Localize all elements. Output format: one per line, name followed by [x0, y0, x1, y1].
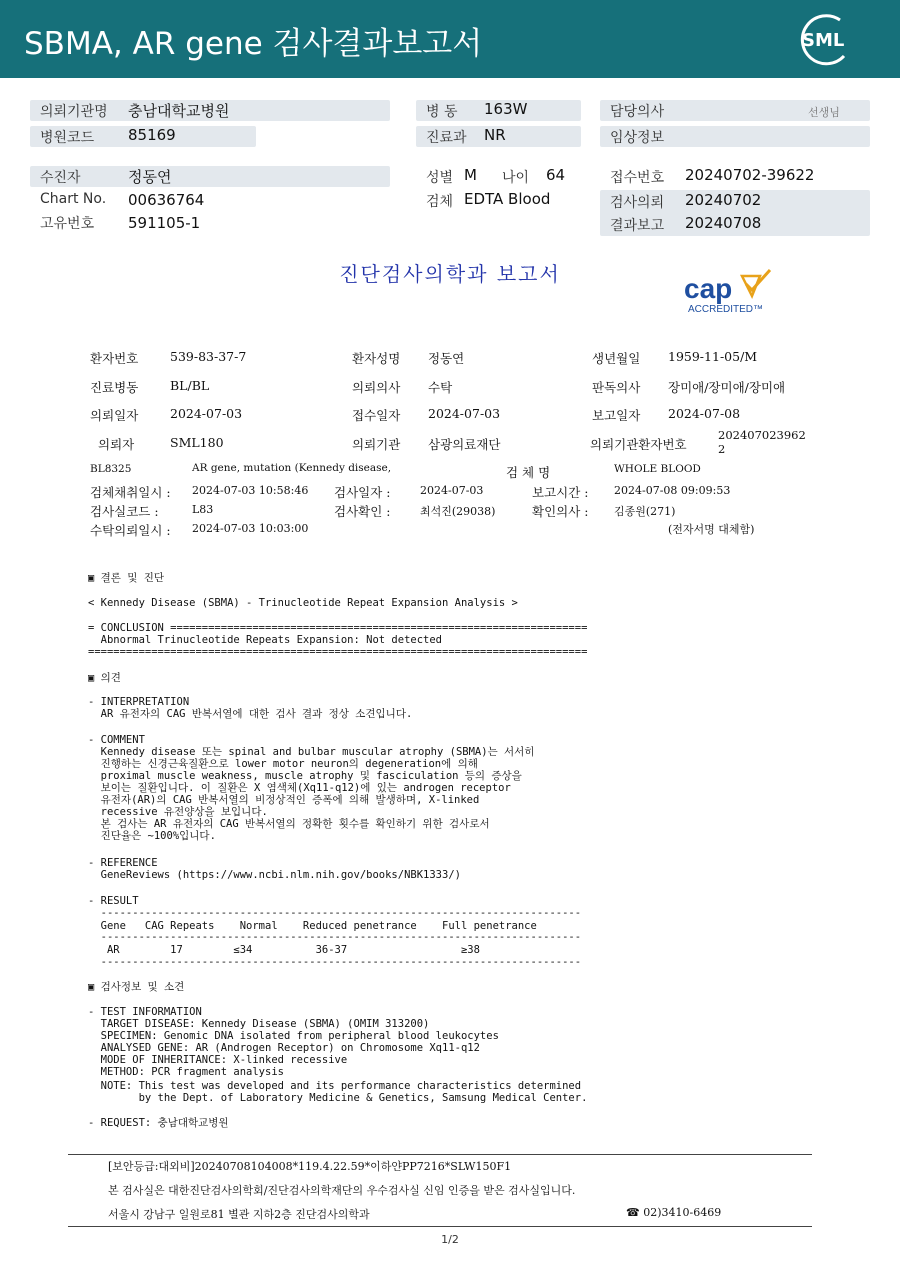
- testinfo-heading: - TEST INFORMATION: [88, 1006, 202, 1018]
- report-header-bar: [0, 0, 900, 78]
- result-table-header: Gene CAG Repeats Normal Reduced penetrance Full penetrance: [88, 920, 537, 932]
- r3-l3: 보고일자: [592, 408, 641, 423]
- result-heading: - RESULT: [88, 895, 139, 907]
- comment-line-4: 보이는 질환입니다. 이 질환은 X 염색체(Xq11-q12)에 있는 androgen receptor: [88, 782, 511, 794]
- collect-value: 2024-07-03 10:58:46: [192, 484, 309, 497]
- r2-l3: 판독의사: [592, 380, 641, 395]
- svg-text:SML: SML: [802, 30, 845, 51]
- r1-l1: 환자번호: [90, 351, 139, 366]
- footer-rule-top: [68, 1154, 812, 1155]
- r1-l2: 환자성명: [352, 351, 401, 366]
- req-inst-label: 의뢰기관명: [40, 104, 108, 120]
- age-label: 나이: [502, 170, 530, 186]
- r3-v3: 2024-07-08: [668, 406, 741, 421]
- reference-heading: - REFERENCE: [88, 857, 158, 869]
- interpretation-text: AR 유전자의 CAG 반복서열에 대한 검사 결과 정상 소견입니다.: [88, 708, 413, 720]
- section-conclusion-heading: ▣ 결론 및 진단: [88, 572, 165, 584]
- unique-value: 591105-1: [128, 214, 201, 232]
- r2-v1: BL/BL: [170, 378, 210, 393]
- testinfo-inheritance: MODE OF INHERITANCE: X-linked recessive: [88, 1054, 348, 1066]
- conclusion-text: Abnormal Trinucleotide Repeats Expansion: Not detected: [88, 634, 443, 646]
- ward-value: 163W: [484, 100, 528, 118]
- patient-label: 수진자: [40, 170, 81, 186]
- r4-l1: 의뢰자: [98, 437, 135, 452]
- confirm-value: 최석진(29038): [420, 505, 496, 518]
- report-time-value: 2024-07-08 09:09:53: [614, 484, 731, 497]
- testinfo-method: METHOD: PCR fragment analysis: [88, 1066, 284, 1078]
- confirm-doc-value: 김종원(271): [614, 505, 676, 518]
- comment-heading: - COMMENT: [88, 734, 145, 746]
- r3-v2: 2024-07-03: [428, 406, 501, 421]
- patient-bar: [30, 166, 390, 187]
- r4-v1: SML180: [170, 435, 224, 450]
- r4-l2: 의뢰기관: [352, 437, 401, 452]
- dept-label: 진료과: [426, 130, 467, 146]
- req-inst-value: 충남대학교병원: [128, 102, 230, 120]
- certification-line: 본 검사실은 대한진단검사의학회/진단검사의학재단의 우수검사실 신임 인증을 받은 검사실입니다.: [108, 1184, 576, 1197]
- receipt-label: 접수번호: [610, 170, 665, 186]
- result-table-row: AR 17 ≤34 36-37 ≥38: [88, 944, 480, 956]
- age-value: 64: [546, 166, 566, 184]
- reference-link: GeneReviews (https://www.ncbi.nlm.nih.gov/books/NBK1333/): [88, 869, 461, 881]
- test-date-value: 2024-07-03: [420, 484, 484, 497]
- r4-v3a: 202407023962: [718, 428, 806, 442]
- conclusion-rule-bottom: ===============================================================================: [88, 646, 588, 658]
- security-line: [보안등급:대외비]20240708104008*119.4.22.59*이하얀PP7216*SLW150F1: [108, 1160, 512, 1173]
- comment-line-2: 진행하는 신경근육질환으로 lower motor neuron의 degeneration에 의해: [88, 758, 478, 770]
- cap-accredited-logo-icon: [680, 266, 790, 316]
- comment-line-3: proximal muscle weakness, muscle atrophy 및 fasciculation 등의 증상을: [88, 770, 522, 782]
- phone-line: ☎ 02)3410-6469: [626, 1206, 722, 1219]
- r1-v2: 정동연: [428, 351, 465, 366]
- r3-l2: 접수일자: [352, 408, 401, 423]
- address-line: 서울시 강남구 일원로81 별관 지하2층 진단검사의학과: [108, 1208, 370, 1221]
- confirm-label: 검사확인 :: [334, 504, 391, 519]
- esign-note: (전자서명 대체함): [668, 523, 755, 536]
- outsource-value: 2024-07-03 10:03:00: [192, 522, 309, 535]
- r3-l1: 의뢰일자: [90, 408, 139, 423]
- report-time-label: 보고시간 :: [532, 485, 589, 500]
- doctor-label: 담당의사: [610, 104, 665, 120]
- testinfo-gene: ANALYSED GENE: AR (Androgen Receptor) on Chromosome Xq11-q12: [88, 1042, 480, 1054]
- comment-line-6: recessive 유전양상을 보입니다.: [88, 806, 268, 818]
- test-name: AR gene, mutation (Kennedy disease,: [192, 462, 392, 474]
- room-label: 검사실코드 :: [90, 504, 159, 519]
- chart-value: 00636764: [128, 191, 205, 209]
- testinfo-note-1: NOTE: This test was developed and its performance characteristics determined: [88, 1080, 582, 1092]
- result-rule-3: ----------------------------------------------------------------------------: [88, 956, 582, 968]
- page-number: 1/2: [441, 1233, 459, 1246]
- conclusion-rule-top: = CONCLUSION ==================================================================: [88, 622, 588, 634]
- hosp-code-label: 병원코드: [40, 130, 95, 146]
- hosp-code-value: 85169: [128, 126, 176, 144]
- testinfo-note-2: by the Dept. of Laboratory Medicine & Genetics, Samsung Medical Center.: [88, 1092, 588, 1104]
- specimen-value: EDTA Blood: [464, 190, 551, 208]
- r1-v3: 1959-11-05/M: [668, 349, 758, 364]
- section-opinion-heading: ▣ 의견: [88, 672, 121, 684]
- svg-text:cap: cap: [684, 273, 733, 304]
- lab-report-title: 진단검사의학과 보고서: [339, 262, 561, 286]
- report-title: SBMA, AR gene 검사결과보고서: [24, 26, 483, 62]
- sml-logo-icon: [796, 12, 856, 66]
- section-testinfo-heading: ▣ 검사정보 및 소견: [88, 981, 185, 993]
- clinical-label: 임상정보: [610, 130, 665, 146]
- r3-v1: 2024-07-03: [170, 406, 243, 421]
- r2-l2: 의뢰의사: [352, 380, 401, 395]
- result-value: 20240708: [685, 214, 762, 232]
- comment-line-1: Kennedy disease 또는 spinal and bulbar muscular atrophy (SBMA)는 서서히: [88, 746, 535, 758]
- r2-v3: 장미애/장미애/장미애: [668, 380, 786, 395]
- specimen-name-value: WHOLE BLOOD: [614, 463, 701, 475]
- r2-v2: 수탁: [428, 380, 453, 395]
- room-value: L83: [192, 503, 214, 516]
- test-code: BL8325: [90, 463, 132, 475]
- receipt-value: 20240702-39622: [685, 166, 815, 184]
- test-req-label: 검사의뢰: [610, 195, 665, 211]
- collect-label: 검체채취일시 :: [90, 485, 171, 500]
- result-rule-1: ----------------------------------------------------------------------------: [88, 907, 582, 919]
- interpretation-heading: - INTERPRETATION: [88, 696, 190, 708]
- svg-text:ACCREDITED™: ACCREDITED™: [688, 304, 764, 315]
- unique-label: 고유번호: [40, 216, 95, 232]
- test-date-label: 검사일자 :: [334, 485, 391, 500]
- outsource-label: 수탁의뢰일시 :: [90, 523, 171, 538]
- ward-label: 병 동: [426, 104, 458, 120]
- specimen-name-label: 검 체 명: [506, 465, 551, 480]
- comment-line-5: 유전자(AR)의 CAG 반복서열의 비정상적인 증폭에 의해 발생하며, X-linked: [88, 794, 480, 806]
- comment-line-7: 본 검사는 AR 유전자의 CAG 반복서열의 정확한 횟수를 확인하기 위한 검사로서: [88, 818, 490, 830]
- test-req-value: 20240702: [685, 191, 762, 209]
- r2-l1: 진료병동: [90, 380, 139, 395]
- request-line: - REQUEST: 충남대학교병원: [88, 1117, 229, 1129]
- r4-v2: 삼광의료재단: [428, 437, 501, 452]
- sex-label: 성별: [426, 170, 454, 186]
- sex-value: M: [464, 166, 477, 184]
- r1-v1: 539-83-37-7: [170, 349, 247, 364]
- footer-rule-bottom: [68, 1226, 812, 1227]
- r1-l3: 생년월일: [592, 351, 641, 366]
- doctor-suffix: 선생님: [808, 106, 840, 119]
- specimen-label: 검체: [426, 194, 454, 210]
- confirm-doc-label: 확인의사 :: [532, 504, 589, 519]
- chart-label: Chart No.: [40, 191, 107, 207]
- r4-v3b: 2: [718, 442, 726, 456]
- testinfo-specimen: SPECIMEN: Genomic DNA isolated from peripheral blood leukocytes: [88, 1030, 499, 1042]
- comment-line-8: 진단율은 ~100%입니다.: [88, 830, 216, 842]
- result-rule-2: ----------------------------------------------------------------------------: [88, 931, 582, 943]
- dept-value: NR: [484, 126, 506, 144]
- analysis-title: < Kennedy Disease (SBMA) - Trinucleotide Repeat Expansion Analysis >: [88, 597, 518, 609]
- result-label: 결과보고: [610, 218, 665, 234]
- testinfo-disease: TARGET DISEASE: Kennedy Disease (SBMA) (OMIM 313200): [88, 1018, 430, 1030]
- patient-value: 정동연: [128, 168, 172, 186]
- r4-l3: 의뢰기관환자번호: [590, 437, 687, 452]
